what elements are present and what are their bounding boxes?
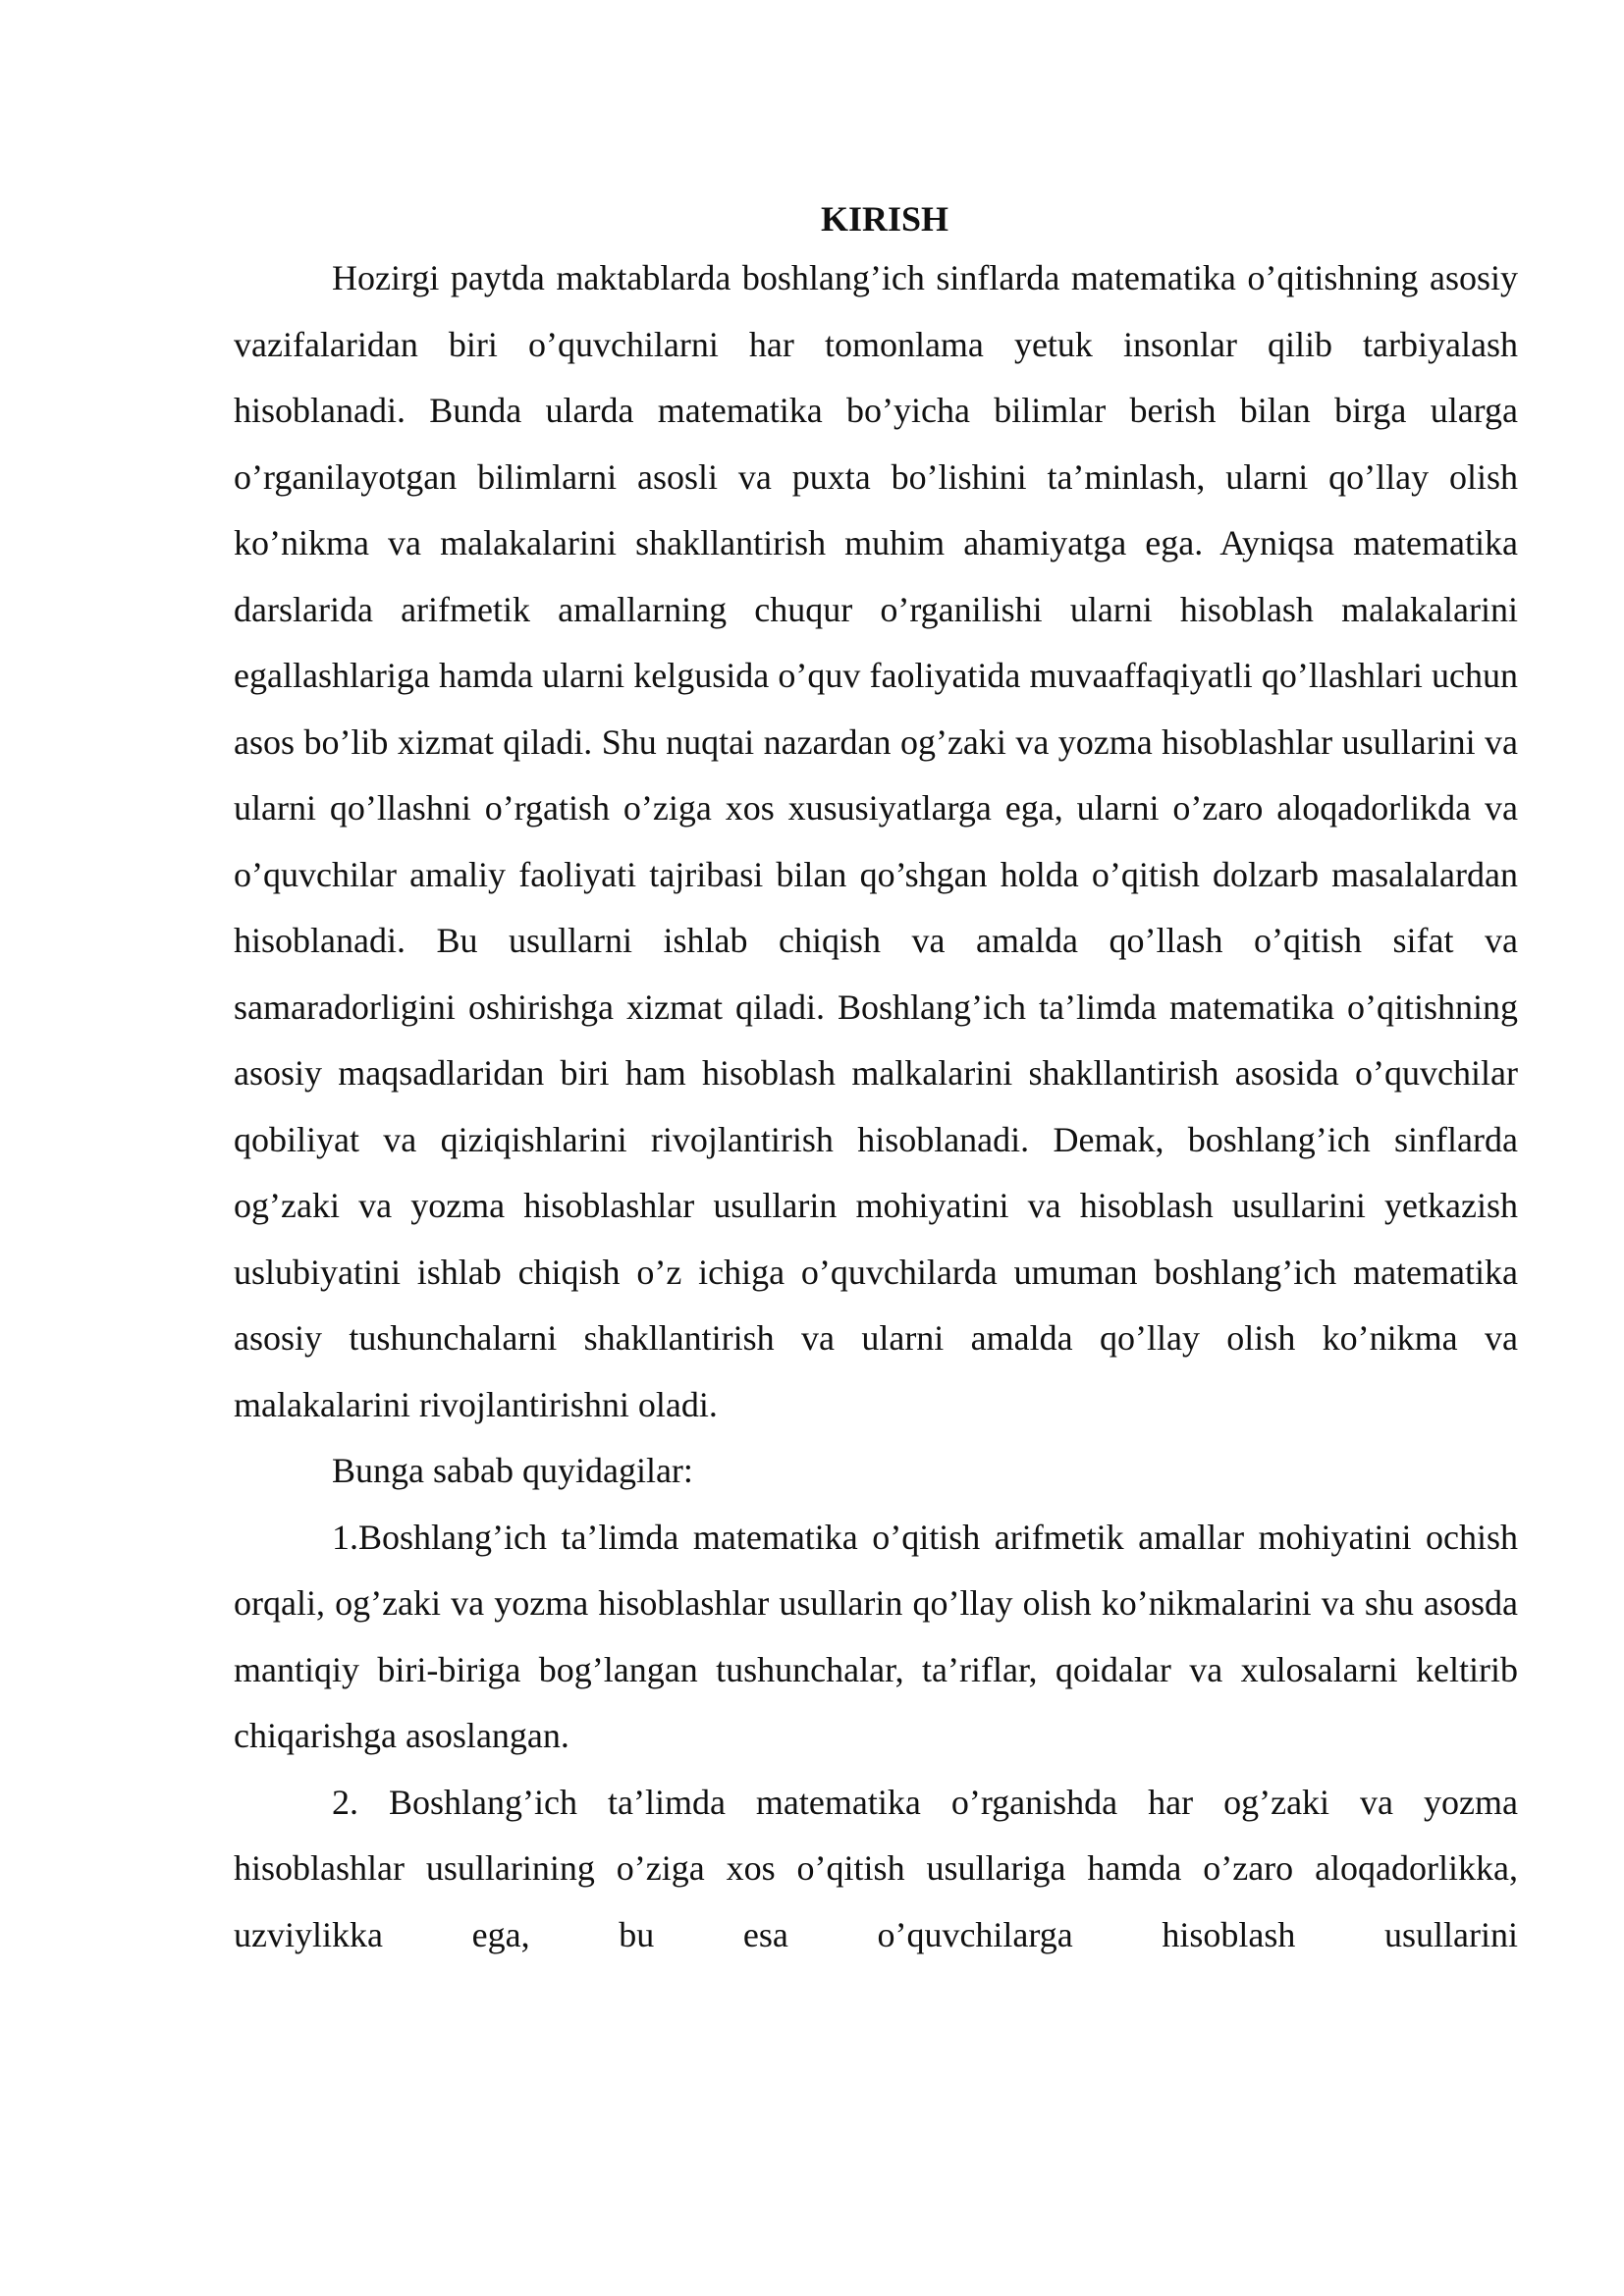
paragraph-introduction: Hozirgi paytda maktablarda boshlang’ich sinflarda matematika o’qitishning asosiy vazifalaridan biri o’quvchilarni har tomonlama yetuk insonlar qilib tarbiyalash hisoblanadi. Bunda ularda matematika bo’yicha bilimlar berish bilan birga ularga o’rganilayotgan bilimlarni asosli va puxta bo’lishini ta’minlash, ularni qo’llay olish ko’nikma va malakalarini shakllantirish muhim ahamiyatga ega. Ayniqsa matematika darslarida arifmetik amallarning chuqur o’rganilishi ularni hisoblash malakalarini egallashlariga hamda ularni kelgusida o’quv faoliyatida muvaaffaqiyatli qo’llashlari uchun asos bo’lib xizmat qiladi. Shu nuqtai nazardan og’zaki va yozma hisoblashlar usullarini va ularni qo’llashni o’rgatish o’ziga xos xususiyatlarga ega, ularni o’zaro aloqadorlikda va o’quvchilar amaliy faoliyati tajribasi bilan qo’shgan holda o’qitish dolzarb masalalardan hisoblanadi. Bu usullarni ishlab chiqish va amalda qo’llash o’qitish sifat va samaradorligini oshirishga xizmat qiladi. Boshlang’ich ta’limda matematika o’qitishning asosiy maqsadlaridan biri ham hisoblash malkalarini shakllantirish asosida o’quvchilar qobiliyat va qiziqishlarini rivojlantirish hisoblanadi. Demak, boshlang’ich sinflarda og’zaki va yozma hisoblashlar usullarin mohiyatini va hisoblash usullarini yetkazish uslubiyatini ishlab chiqish o’z ichiga o’quvchilarda umuman boshlang’ich matematika asosiy tushunchalarni shakllantirish va ularni amalda qo’llay olish ko’nikma va malakalarini rivojlantirishni oladi. xyxy=(234,258,1518,1424)
document-page xyxy=(234,192,1518,1968)
document-title: KIRISH xyxy=(820,199,949,239)
paragraph-reason-2: 2. Boshlang’ich ta’limda matematika o’rganishda har og’zaki va yozma hisoblashlar usullarining o’ziga xos o’qitish usullariga hamda o’zaro aloqadorlikka, uzviylikka ega, bu esa o’quvchilarga hisoblash usullarini xyxy=(234,1782,1518,1954)
paragraph-reasons-intro: Bunga sabab quyidagilar: xyxy=(332,1451,693,1490)
paragraph-reason-1: 1.Boshlang’ich ta’limda matematika o’qitish arifmetik amallar mohiyatini ochish orqali, og’zaki va yozma hisoblashlar usullarin qo’llay olish ko’nikmalarini va shu asosda mantiqiy biri-biriga bog’langan tushunchalar, ta’riflar, qoidalar va xulosalarni keltirib chiqarishga asoslangan. xyxy=(234,1517,1518,1755)
